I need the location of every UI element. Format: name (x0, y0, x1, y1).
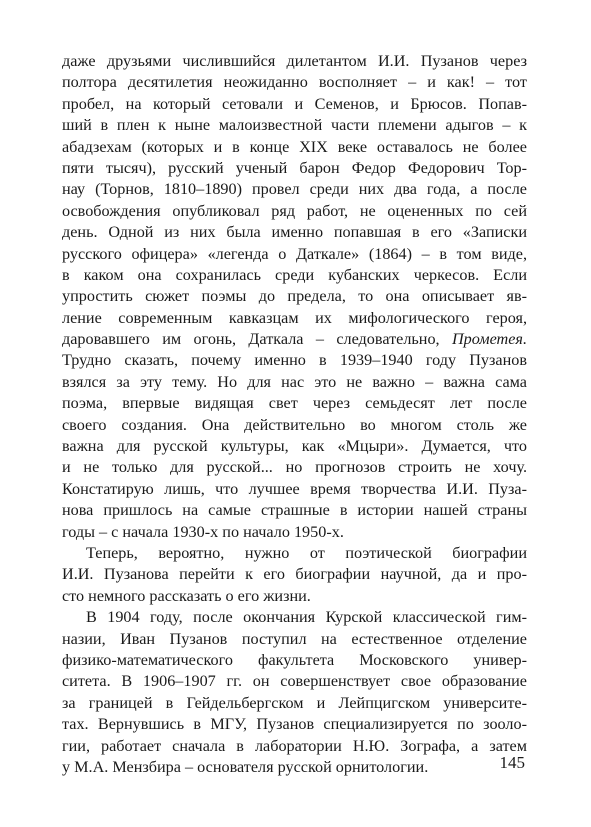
text-line: физико-математического факультета Московского универ- (62, 650, 527, 669)
text-line: русского офицера» «легенда о Даткале» (1864) – в том виде, (62, 244, 527, 263)
text-line: своего создания. Она действительно во многом столь же (62, 415, 527, 434)
paragraph-first-line: В 1904 году, после окончания Курской классической гим- (86, 608, 527, 627)
text-line: ситета. В 1906–1907 гг. он совершенствует свое образование (62, 672, 527, 691)
text-line: абадзехам (которых и в конце XIX веке оставалось не более (62, 137, 527, 156)
text-line: за границей в Гейдельбергском и Лейпцигском университе- (62, 693, 527, 712)
paragraph-end-line: у М.А. Мензбира – основателя русской орнитологии. (62, 757, 429, 776)
text-line: даже друзьями числившийся дилетантом И.И. Пузанов через (62, 52, 527, 70)
paragraph-end-line: сто немного рассказать о его жизни. (62, 586, 311, 605)
text-line-italic-end: даровавшего им огонь, Даткала – следовательно, Прометея. (62, 330, 527, 349)
text-line: гии, работает сначала в лаборатории Н.Ю. Зографа, а затем (62, 736, 527, 755)
text-line: важна для русской культуры, как «Мцыри». Думается, что (62, 437, 527, 456)
text-line: упростить сюжет поэмы до предела, то она описывает яв- (62, 287, 527, 306)
italic-word: Прометея. (451, 330, 527, 349)
text-line: нова пришлось на самые страшные в истории нашей страны (62, 501, 527, 520)
body-text (62, 51, 527, 778)
text-line: поэма, впервые видящая свет через семьдесят лет после (62, 394, 527, 413)
paragraph-first-line: Теперь, вероятно, нужно от поэтической биографии (86, 543, 527, 562)
text-line: пяти тысяч), русский ученый барон Федор Федорович Тор- (62, 158, 527, 177)
text-line: Трудно сказать, почему именно в 1939–1940 году Пузанов (62, 351, 527, 370)
text-line: день. Одной из них была именно попавшая в его «Записки (62, 223, 527, 242)
text-line: назии, Иван Пузанов поступил на естественное отделение (62, 629, 527, 648)
text-line: ший в плен к ныне малоизвестной части племени адыгов – к (62, 116, 527, 135)
text-line: пробел, на который сетовали и Семенов, и Брюсов. Попав- (62, 94, 527, 113)
text-line: ление современным кавказцам их мифологического героя, (62, 308, 527, 327)
text-line: в каком она сохранилась среди кубанских черкесов. Если (62, 265, 527, 284)
paragraph-end-line: годы – с начала 1930-х по начало 1950-х. (62, 522, 344, 541)
text-line: Констатирую лишь, что лучшее время творчества И.И. Пуза- (62, 479, 527, 498)
text-line: и не только для русской... но прогнозов строить не хочу. (62, 458, 527, 477)
text-line: взялся за эту тему. Но для нас это не важно – важна сама (62, 372, 527, 391)
text-line: И.И. Пузанова перейти к его биографии научной, да и про- (62, 565, 527, 584)
page-number: 145 (499, 753, 525, 772)
text-line: полтора десятилетия неожиданно восполняет – и как! – тот (62, 73, 527, 92)
text-line: нау (Торнов, 1810–1890) провел среди них два года, а после (62, 180, 527, 199)
text-line: тах. Вернувшись в МГУ, Пузанов специализируется по зооло- (62, 715, 527, 734)
text-line: освобождения опубликовал ряд работ, не оцененных по сей (62, 201, 527, 220)
